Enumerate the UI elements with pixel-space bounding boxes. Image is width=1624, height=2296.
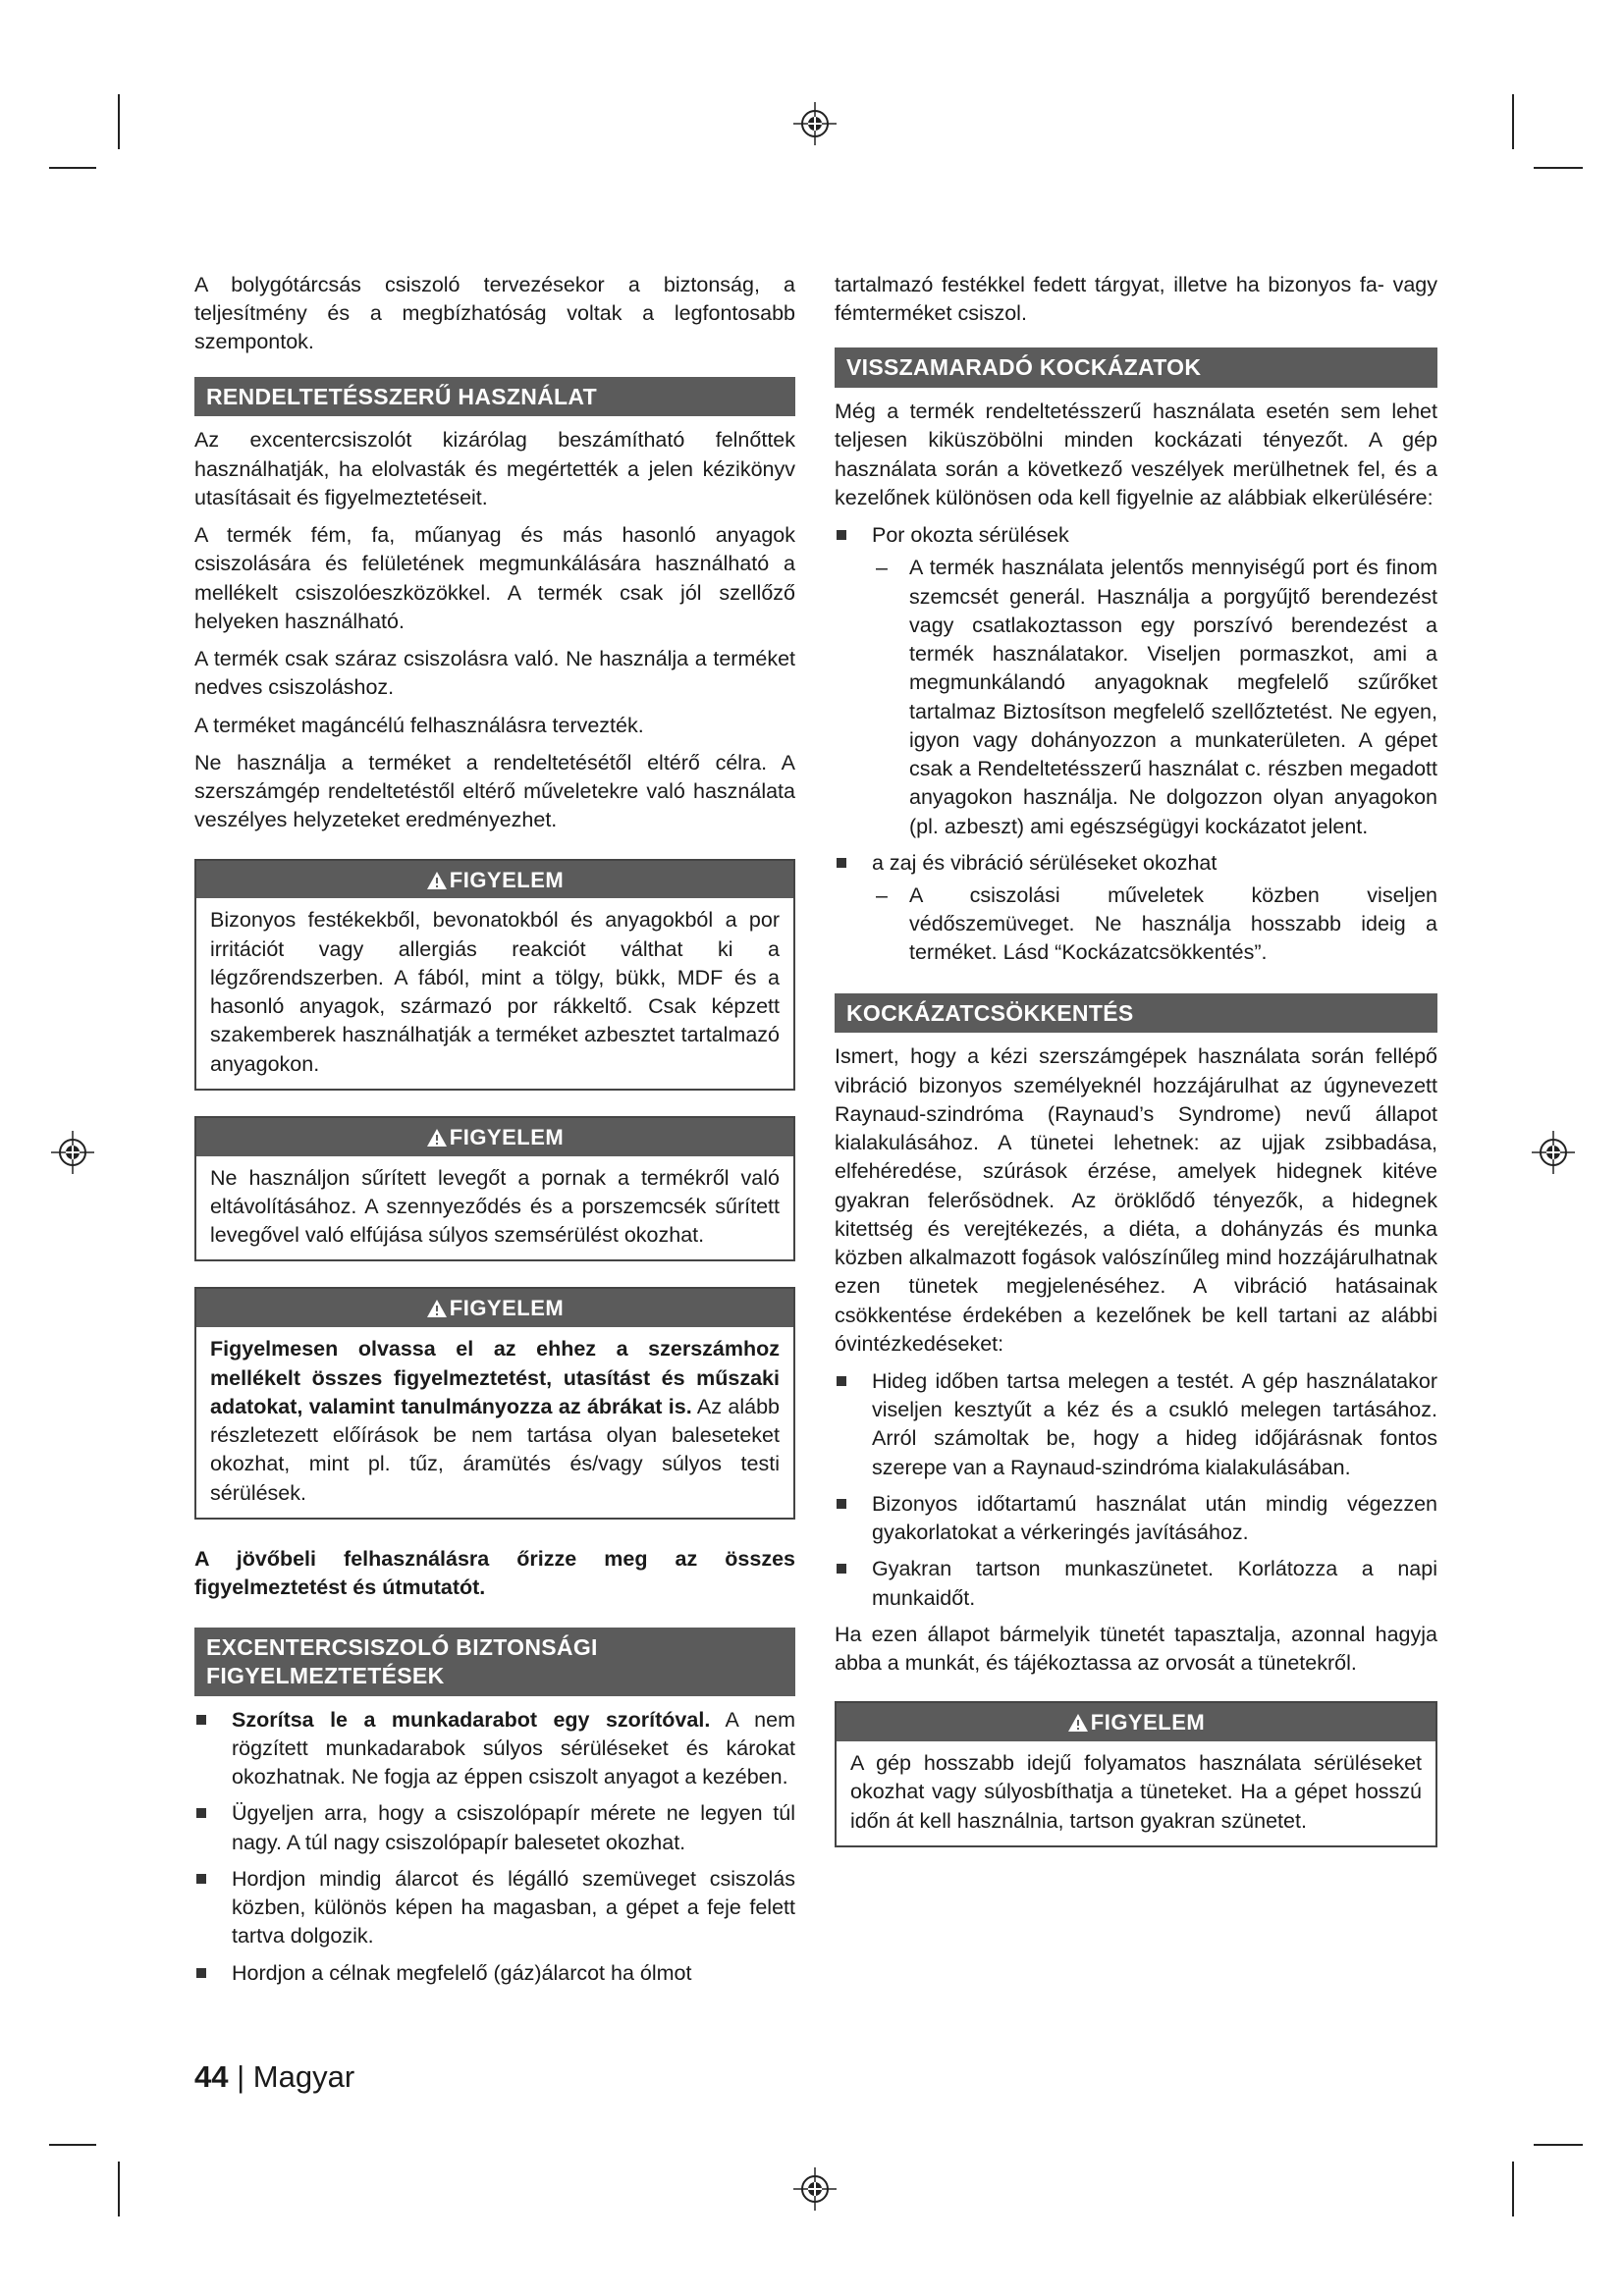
list-item-text: Por okozta sérülések — [872, 523, 1069, 548]
paragraph: A terméket magáncélú felhasználásra tervezték. — [194, 713, 644, 737]
warning-text: Ne használjon sűrített levegőt a pornak a termékről való eltávolításához. A szennyeződés és a porszemcsék sűrített levegővel való elfújása súlyos szemsérülést okozhat. — [210, 1165, 780, 1248]
continuation-paragraph: tartalmazó festékkel fedett tárgyat, illetve ha bizonyos fa- vagy fémterméket csiszol. — [835, 273, 1437, 326]
paragraph: A termék fém, fa, műanyag és más hasonló anyagok csiszolására és felületének megmunkálására használható a mellékelt csiszolóeszközökkel. A termék csak jól szellőző helyeken használható. — [194, 523, 795, 633]
safety-list — [194, 1706, 795, 1988]
crop-mark — [1512, 2162, 1514, 2216]
square-bullet-icon — [196, 1715, 206, 1725]
sub-list-item-text: A csiszolási műveletek közben viseljen védőszemüveget. Ne használja hosszabb ideig a terméket. Lásd “Kockázatcsökkentés”. — [909, 882, 1437, 965]
crop-mark — [1534, 167, 1583, 169]
warning-box — [194, 1287, 795, 1519]
warning-triangle-icon — [426, 871, 448, 890]
list-item-text: Gyakran tartson munkaszünetet. Korlátozza a napi munkaidőt. — [872, 1557, 1437, 1610]
list-item — [194, 1959, 795, 1988]
sub-list-item — [872, 554, 1437, 840]
footer-separator: | — [237, 2059, 245, 2094]
warning-header — [837, 1703, 1435, 1741]
warning-label: FIGYELEM — [1090, 1710, 1206, 1735]
registration-mark-icon — [1532, 1131, 1575, 1174]
square-bullet-icon — [837, 1376, 846, 1386]
warning-header — [196, 1289, 793, 1327]
paragraph: Az excentercsiszolót kizárólag beszámítható felnőttek használhatják, ha elolvasták és megértették a jelen kézikönyv utasításait és figyelmeztetéseit. — [194, 428, 795, 509]
warning-box — [194, 859, 795, 1091]
warning-triangle-icon — [1067, 1713, 1089, 1733]
intro-paragraph: A bolygótárcsás csiszoló tervezésekor a biztonság, a teljesítmény és a megbízhatóság voltak a legfontosabb szempontok. — [194, 273, 795, 354]
sub-list — [872, 881, 1437, 968]
warning-box — [835, 1701, 1437, 1847]
crop-mark — [1512, 94, 1514, 149]
crop-mark — [1534, 2144, 1583, 2146]
dash-bullet-icon: – — [876, 882, 888, 907]
warning-header — [196, 1118, 793, 1156]
keep-instructions-note: A jövőbeli felhasználásra őrizze meg az összes figyelmeztetést és útmutatót. — [194, 1546, 795, 1599]
list-item — [194, 1706, 795, 1792]
list-item-text: Hideg időben tartsa melegen a testét. A gép használatakor viseljen kesztyűt a kéz és a csukló melegen tartásához. Arról számoltak be, hogy a hideg időjárásnak fontos szerepe van a Raynaud-szindróma kialakulásában. — [872, 1369, 1437, 1479]
list-item — [194, 1799, 795, 1856]
square-bullet-icon — [196, 1808, 206, 1818]
warning-regular-text: Az alább részletezett előírások be nem tartása olyan baleseteket okozhat, mint pl. tűz, áramütés és/vagy súlyos testi sérülések. — [210, 1394, 780, 1505]
square-bullet-icon — [196, 1968, 206, 1978]
crop-mark — [118, 94, 120, 149]
list-item — [835, 521, 1437, 841]
left-column — [194, 271, 795, 1996]
dash-bullet-icon: – — [876, 556, 888, 580]
page-number: 44 — [194, 2059, 229, 2094]
list-item-text: Hordjon mindig álarcot és légálló szemüveget csiszolás közben, különös képen ha magasban, a gépet a feje felett tartva dolgozik. — [232, 1866, 795, 1949]
section-heading-intended-use: RENDELTETÉSSZERŰ HASZNÁLAT — [194, 377, 795, 417]
square-bullet-icon — [196, 1874, 206, 1884]
paragraph: Ne használja a terméket a rendeltetésétől eltérő célra. A szerszámgép rendeltetéstől eltérő műveletekre való használata veszélyes helyzeteket eredményezhet. — [194, 750, 795, 832]
section-heading-safety: EXCENTERCSISZOLÓ BIZTONSÁGI FIGYELMEZTETÉSEK — [194, 1628, 795, 1696]
list-item-text: Ügyeljen arra, hogy a csiszolópapír mérete ne legyen túl nagy. A túl nagy csiszolópapír balesetet okozhat. — [232, 1801, 795, 1854]
section-heading-residual-risks: VISSZAMARADÓ KOCKÁZATOK — [835, 347, 1437, 388]
square-bullet-icon — [837, 530, 846, 540]
list-item-text: Bizonyos időtartamú használat után mindig végezzen gyakorlatokat a vérkeringés javításához. — [872, 1491, 1437, 1545]
risk-reduction-list — [835, 1367, 1437, 1613]
crop-mark — [49, 167, 96, 169]
warning-text: Bizonyos festékekből, bevonatokból és anyagokból a por irritációt vagy allergiás reakciót válthat ki a légzőrendszerben. A fából, mint a tölgy, bükk, MDF és a hasonló anyagok, származó por rákkeltő. Csak képzett szakemberek használhatják a terméket azbesztet tartalmazó anyagokon. — [210, 908, 780, 1076]
warning-label: FIGYELEM — [449, 867, 565, 892]
list-item-text: a zaj és vibráció sérüléseket okozhat — [872, 850, 1218, 875]
footer-language: Magyar — [252, 2059, 355, 2094]
square-bullet-icon — [837, 1564, 846, 1574]
registration-mark-icon — [793, 2167, 837, 2211]
warning-triangle-icon — [426, 1128, 448, 1148]
list-item-text: Hordjon a célnak megfelelő (gáz)álarcot ha ólmot — [232, 1960, 692, 1985]
section-heading-risk-reduction: KOCKÁZATCSÖKKENTÉS — [835, 993, 1437, 1034]
sub-list-item-text: A termék használata jelentős mennyiségű port és finom szemcsét generál. Használja a porgyűjtő berendezést vagy csatlakoztasson egy porszívó berendezést a termék használatakor. Viseljen pormaszkot, ami a megmunkálandó anyagoknak megfelelő szűrőket tartalmaz Biztosítson megfelelő szellőztetést. Ne egyen, igyon vagy dohányozzon a munkaterületen. A gépet csak a Rendeltetésszerű használat c. részben megadott anyagokon használja. Ne dolgozzon olyan anyagokon (pl. azbeszt) ami egészségügyi kockázatot jelent. — [909, 556, 1437, 838]
paragraph: Ismert, hogy a kézi szerszámgépek használata során fellépő vibráció bizonyos személyeknél hozzájárulhat az úgynevezett Raynaud-szindróma (Raynaud’s Syndrome) nevű állapot kialakulásához. A tünetei lehetnek: az ujjak zsibbadása, elfehéredése, szúrások érzése, amelyek hidegnek kitéve gyakran felerősödnek. Az öröklődő tényezők, a hidegnek kitettség és verejtékezés, a diéta, a dohányzás és munka közben alkalmazott fogások valószínűleg mind hozzájárulhatnak ezen tünetek megjelenéséhez. A vibráció hatásainak csökkentése érdekében a kezelőnek be kell tartani az alábbi óvintézkedéseket: — [835, 1044, 1437, 1356]
sub-list-item — [872, 881, 1437, 968]
square-bullet-icon — [837, 1499, 846, 1509]
paragraph: A termék csak száraz csiszolásra való. Ne használja a terméket nedves csiszoláshoz. — [194, 647, 795, 700]
square-bullet-icon — [837, 858, 846, 868]
paragraph: Ha ezen állapot bármelyik tünetét tapasztalja, azonnal hagyja abba a munkát, és tájékoztassa az orvosát a tünetekről. — [835, 1622, 1437, 1676]
residual-risk-list — [835, 521, 1437, 968]
registration-mark-icon — [793, 102, 837, 145]
crop-mark — [118, 2162, 120, 2216]
list-item — [835, 1555, 1437, 1612]
list-item-text: A nem rögzített munkadarabok súlyos sérüléseket és károkat okozhatnak. Ne fogja az éppen csiszolt anyagot a kezében. — [232, 1707, 795, 1789]
page-footer — [194, 2059, 354, 2095]
warning-box — [194, 1116, 795, 1262]
list-item — [835, 1490, 1437, 1547]
warning-text — [196, 1327, 793, 1517]
warning-label: FIGYELEM — [449, 1124, 565, 1149]
registration-mark-icon — [51, 1131, 94, 1174]
warning-text: A gép hosszabb idejű folyamatos használata sérüléseket okozhat vagy súlyosbíthatja a tüneteket. Ha a gépet hosszú időn át kell használnia, tartson gyakran szünetet. — [850, 1751, 1422, 1833]
list-item-bold: Szorítsa le a munkadarabot egy szorítóval. — [232, 1707, 711, 1732]
paragraph: Még a termék rendeltetésszerű használata esetén sem lehet teljesen kiküszöbölni minden kockázati tényezőt. A gép használata során a következő veszélyek merülhetnek fel, és a kezelőnek különösen oda kell figyelnie az alábbiak elkerülésére: — [835, 400, 1437, 509]
warning-label: FIGYELEM — [449, 1296, 565, 1321]
list-item — [835, 1367, 1437, 1482]
crop-mark — [49, 2144, 96, 2146]
warning-triangle-icon — [426, 1299, 448, 1318]
warning-bold-text: Figyelmesen olvassa el az ehhez a szerszámhoz mellékelt összes figyelmeztetést, utasítást és műszaki adatokat, valamint tanulmányozza az ábrákat is. — [210, 1337, 780, 1418]
warning-header — [196, 861, 793, 899]
list-item — [194, 1865, 795, 1951]
sub-list — [872, 554, 1437, 840]
right-column — [835, 271, 1437, 1873]
list-item — [835, 849, 1437, 968]
